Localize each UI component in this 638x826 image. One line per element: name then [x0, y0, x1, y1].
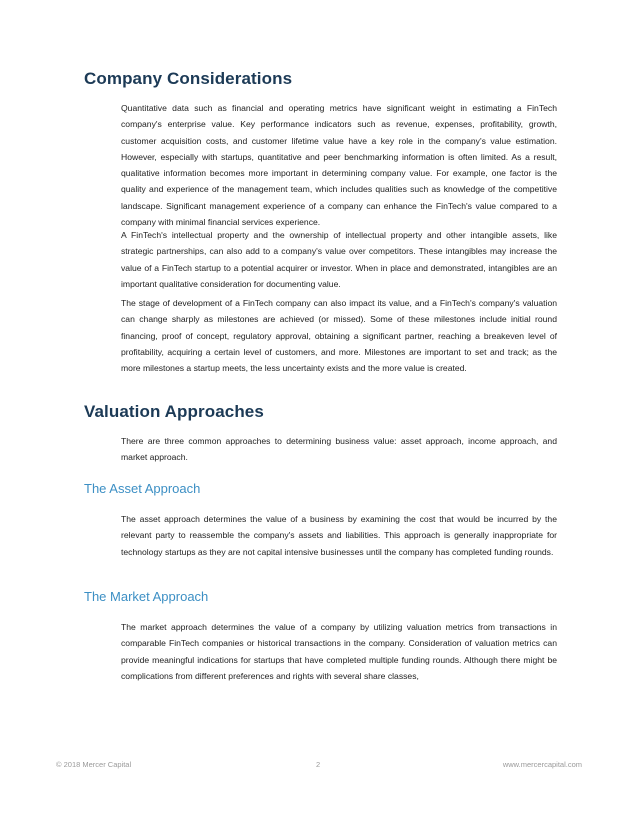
paragraph-asset-approach: The asset approach determines the value of a business by examining the cost that would be incurred by the relevant party to reassemble the company's assets and liabilities. This approach is generally inappropriate for technology startups as they are not capital intensive businesses until the company has completed funding rounds. [121, 514, 557, 557]
footer-website-link[interactable]: www.mercercapital.com [502, 760, 582, 769]
paragraph-quantitative-data: Quantitative data such as financial and operating metrics have significant weight in estimating a FinTech company's enterprise value. Key performance indicators such as revenue, expenses, profitability, growth, customer acquisition costs, and customer lifetime value have a key role in the company's value estimation. However, especially with startups, quantitative and peer benchmarking information is often limited. As a result, qualitative information becomes more important in determining company value. For example, one factor is the quality and experience of the management team, which includes qualities such as knowledge of the competitive landscape. Significant management experience of a company can enhance the FinTech's value compared to a company with minimal financial services experience. [121, 103, 557, 228]
footer-page-number: 2 [316, 760, 321, 769]
paragraph-stage-of-development: The stage of development of a FinTech company can also impact its value, and a FinTech's company's valuation can change sharply as milestones are achieved (or missed). Some of these milestones include initial round financing, proof of concept, regulatory approval, obtaining a significant partner, reaching a breakeven level of profitability, acquiring a certain level of customers, and more. Milestones are important to set and track; as the more milestones a startup meets, the less uncertainty exists and the more value is created. [121, 298, 557, 374]
paragraph-market-approach: The market approach determines the value of a company by utilizing valuation metrics from transactions in comparable FinTech companies or historical transactions in the company. Consideration of valuation metrics can provide meaningful indications for startups that have completed multiple funding rounds. Although there might be complications from different preferences and rights with several share classes, [121, 622, 557, 681]
paragraph-intellectual-property: A FinTech's intellectual property and the ownership of intellectual property and other intangible assets, like strategic partnerships, can also add to a company's value over competitors. These intangibles may increase the value of a FinTech startup to a potential acquirer or investor. When in place and demonstrated, intangibles are an important qualitative consideration for documenting value. [121, 230, 557, 289]
heading-asset-approach: The Asset Approach [84, 481, 201, 496]
heading-market-approach: The Market Approach [84, 589, 209, 604]
heading-valuation-approaches: Valuation Approaches [84, 402, 264, 421]
paragraph-three-approaches: There are three common approaches to determining business value: asset approach, income approach, and market approach. [121, 436, 557, 463]
heading-company-considerations: Company Considerations [84, 69, 293, 88]
footer-copyright: © 2018 Mercer Capital [56, 760, 132, 769]
